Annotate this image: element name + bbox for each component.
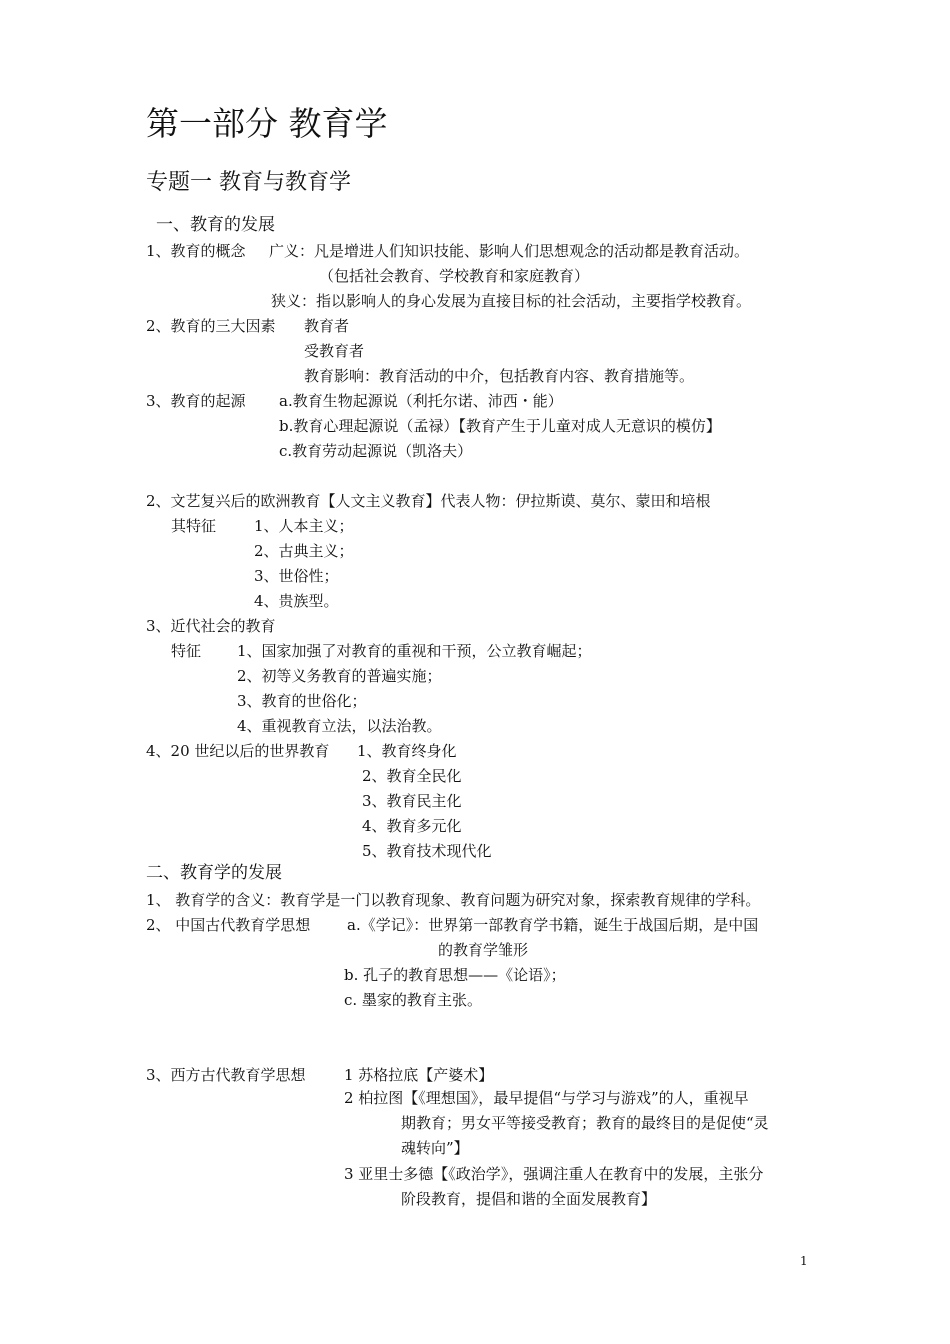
list-item: a.《学记》：世界第一部教育学书籍，诞生于战国后期，是中国 <box>347 916 759 934</box>
list-item: 阶段教育，提倡和谐的全面发展教育】 <box>401 1190 657 1208</box>
item-heading: 3、近代社会的教育 <box>146 617 276 635</box>
item-label: 4、20 世纪以后的世界教育 <box>146 742 330 760</box>
list-item: 1、教育终身化 <box>357 742 457 760</box>
item-label: 1、教育的概念 <box>146 242 246 260</box>
list-item: 期教育；男女平等接受教育；教育的最终目的是促使“灵 <box>401 1114 769 1132</box>
topic-title: 专题一 教育与教育学 <box>146 170 351 195</box>
text-line: 狭义：指以影响人的身心发展为直接目标的社会活动，主要指学校教育。 <box>271 292 752 310</box>
list-item: 3、教育的世俗化； <box>237 692 367 710</box>
item-label: 2、教育的三大因素 <box>146 317 276 335</box>
item-label: 2、 中国古代教育学思想 <box>146 916 311 934</box>
list-item: 3、教育民主化 <box>362 792 462 810</box>
list-item: 4、重视教育立法，以法治教。 <box>237 717 442 735</box>
text-line: 广义：凡是增进人们知识技能、影响人们思想观念的活动都是教育活动。 <box>269 242 750 260</box>
item-label: 特征 <box>171 642 202 660</box>
item-label: 其特征 <box>171 517 217 535</box>
item-label: 3、西方古代教育学思想 <box>146 1066 306 1084</box>
list-item: b.教育心理起源说（孟禄）【教育产生于儿童对成人无意识的模仿】 <box>279 417 721 435</box>
list-item: 1、人本主义； <box>254 517 354 535</box>
section-heading: 二、教育学的发展 <box>146 863 282 883</box>
list-item: 4、教育多元化 <box>362 817 462 835</box>
list-item: c. 墨家的教育主张。 <box>344 991 482 1009</box>
section-heading: 一、教育的发展 <box>156 215 275 235</box>
list-item: 2、古典主义； <box>254 542 354 560</box>
list-item: a.教育生物起源说（利托尔诺、沛西・能） <box>279 392 563 410</box>
list-item: 的教育学雏形 <box>438 941 529 959</box>
list-item: b. 孔子的教育思想——《论语》； <box>344 966 566 984</box>
list-item: 教育者 <box>304 317 350 335</box>
list-item: 魂转向”】 <box>401 1139 469 1157</box>
part-title: 第一部分 教育学 <box>146 104 388 143</box>
list-item: 3、世俗性； <box>254 567 339 585</box>
list-item: c.教育劳动起源说（凯洛夫） <box>279 442 473 460</box>
list-item: 3 亚里士多德【《政治学》，强调注重人在教育中的发展，主张分 <box>344 1165 764 1183</box>
list-item: 1 苏格拉底【产婆术】 <box>344 1066 494 1084</box>
item-heading: 2、文艺复兴后的欧洲教育【人文主义教育】代表人物：伊拉斯谟、莫尔、蒙田和培根 <box>146 492 711 510</box>
list-item: 5、教育技术现代化 <box>362 842 492 860</box>
page-number: 1 <box>800 1254 808 1268</box>
list-item: 2 柏拉图【《理想国》，最早提倡“与学习与游戏”的人，重视早 <box>344 1089 749 1107</box>
item-label: 3、教育的起源 <box>146 392 246 410</box>
list-item: 4、贵族型。 <box>254 592 339 610</box>
list-item: 2、教育全民化 <box>362 767 462 785</box>
list-item: 受教育者 <box>304 342 365 360</box>
text-line: （包括社会教育、学校教育和家庭教育） <box>319 267 590 285</box>
list-item: 教育影响：教育活动的中介，包括教育内容、教育措施等。 <box>304 367 695 385</box>
list-item: 1、国家加强了对教育的重视和干预，公立教育崛起； <box>237 642 592 660</box>
list-item: 2、初等义务教育的普遍实施； <box>237 667 442 685</box>
text-line: 1、 教育学的含义：教育学是一门以教育现象、教育问题为研究对象，探索教育规律的学科。 <box>146 891 761 909</box>
